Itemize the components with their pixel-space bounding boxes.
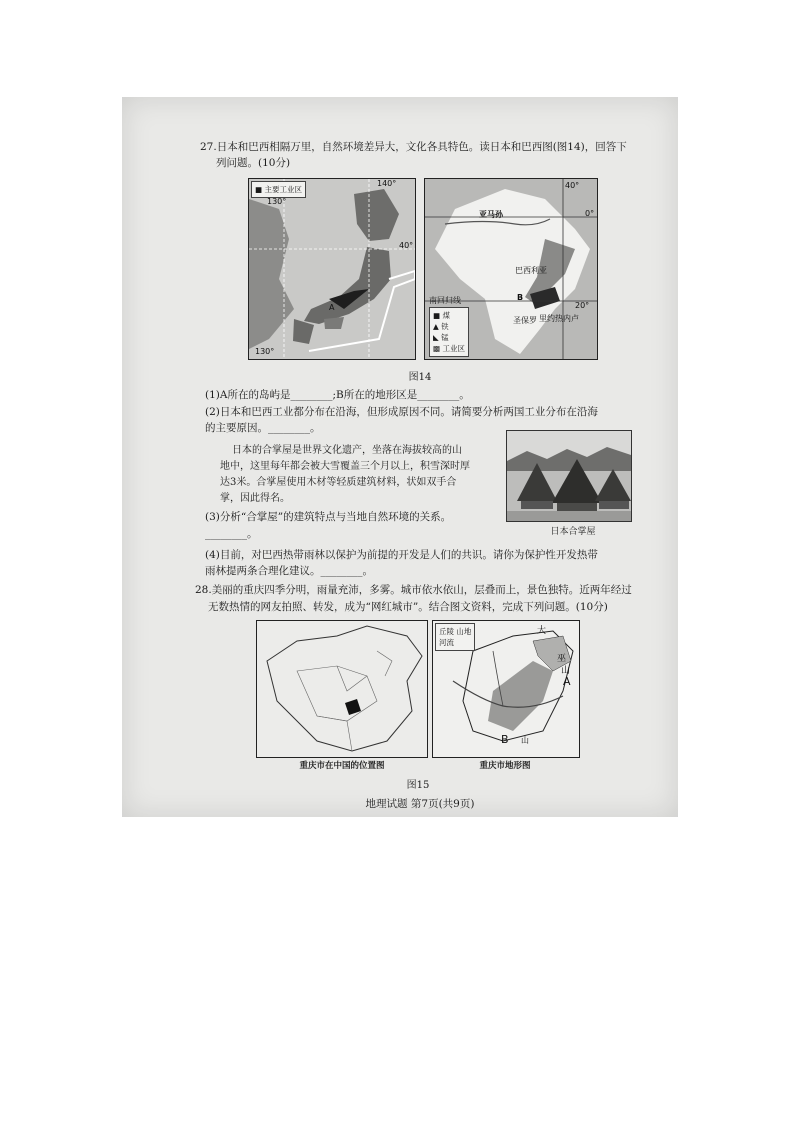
- q28-intro-line2: 无数热情的网友拍照、转发，成为“网红城市”。结合图文资料，完成下列问题。(10分): [208, 601, 608, 613]
- q27-intro-line1: 27.日本和巴西相隔万里，自然环境差异大，文化各具特色。读日本和巴西图(图14)，回答下: [200, 141, 627, 153]
- brazil-lat-0: 0°: [585, 209, 595, 218]
- chongqing-terrain-map: [432, 620, 580, 758]
- brazil-brasilia-label: 巴西利亚: [515, 266, 547, 275]
- q27-intro-line2: 列问题。(10分): [216, 157, 291, 169]
- terrain-label-shan-b: 山: [521, 736, 529, 745]
- japan-legend-label: 主要工业区: [264, 185, 302, 194]
- photo-caption: 日本合掌屋: [550, 527, 596, 537]
- legend-hills: 丘陵: [439, 627, 454, 636]
- brazil-map-legend: [429, 307, 469, 357]
- passage-line3: 达3米。合掌屋使用木材等轻质建筑材料，状如双手合: [220, 477, 457, 488]
- japan-map-legend: ■ 主要工业区: [251, 181, 306, 198]
- brazil-point-b: B: [517, 293, 524, 302]
- q27-sub4-line2: 雨林提两条合理化建议。________。: [205, 565, 373, 577]
- terrain-label-da: 大: [537, 626, 547, 636]
- brazil-lon-40: 40°: [565, 181, 580, 190]
- figure15-caption: 图15: [406, 780, 430, 791]
- legend-manganese: ◣ 锰: [433, 333, 449, 342]
- terrain-point-b: B: [501, 733, 509, 746]
- japan-lon-label-140: 140°: [377, 179, 397, 188]
- legend-iron: ▲ 铁: [433, 322, 449, 331]
- brazil-amazon-label: 亚马孙: [479, 210, 503, 219]
- hilly-region: [488, 661, 553, 731]
- china-position-drawing: [257, 621, 427, 757]
- q27-sub4-line1: (4)目前，对巴西热带雨林以保护为前提的开发是人们的共识。请你为保护性开发热带: [205, 549, 598, 561]
- terrain-legend: [435, 623, 475, 651]
- legend-river: 河流: [439, 638, 454, 647]
- china-map-caption: 重庆市在中国的位置图: [299, 761, 385, 771]
- figure14-caption: 图14: [408, 372, 432, 383]
- legend-mountains: 山地: [456, 627, 472, 636]
- brazil-saopaulo-label: 圣保罗: [513, 316, 537, 325]
- terrain-map-caption: 重庆市地形图: [479, 761, 531, 771]
- brazil-tropic-label: 南回归线: [429, 296, 461, 305]
- terrain-label-shan: 山: [561, 666, 571, 676]
- china-position-map: [256, 620, 428, 758]
- gassho-house-photo: [506, 430, 632, 522]
- q27-sub3-line2: ________。: [205, 528, 258, 540]
- page-footer: 地理试题 第7页(共9页): [365, 798, 475, 810]
- terrain-point-a: A: [563, 675, 571, 688]
- brazil-map: [424, 178, 598, 360]
- q27-sub3-line1: (3)分析“合掌屋”的建筑特点与当地自然环境的关系。: [205, 511, 452, 523]
- legend-industrial: ▩ 工业区: [433, 344, 465, 353]
- japan-lat-label-40: 40°: [399, 241, 414, 250]
- q28-intro-line1: 28.美丽的重庆四季分明，雨量充沛，多雾。城市依水依山，层叠而上，景色独特。近两年经过: [195, 584, 632, 596]
- japan-map-drawing: [249, 179, 415, 359]
- q27-sub1: (1)A所在的岛屿是________;B所在的地形区是________。: [205, 389, 470, 401]
- passage-line4: 掌，因此得名。: [220, 493, 290, 504]
- q27-sub2-line2: 的主要原因。________。: [205, 422, 321, 434]
- japan-map: [248, 178, 416, 360]
- q27-sub2-line1: (2)日本和巴西工业都分布在沿海，但形成原因不同。请简要分析两国工业分布在沿海: [205, 406, 598, 418]
- passage-line1: 日本的合掌屋是世界文化遗产，坐落在海拔较高的山: [232, 445, 462, 456]
- brazil-rio-label: 里约热内卢: [539, 314, 579, 323]
- passage-line2: 地中，这里每年都会被大雪覆盖三个月以上，积雪深时厚: [220, 461, 470, 472]
- legend-coal: ■ 煤: [433, 311, 450, 320]
- chongqing-highlight: [345, 699, 361, 715]
- japan-lon-label-bottom: 130°: [255, 347, 275, 356]
- shikoku-island: [324, 317, 344, 329]
- brazil-lat-20: 20°: [575, 301, 590, 310]
- japan-point-a: A: [329, 303, 335, 312]
- terrain-label-wu: 巫: [557, 654, 567, 664]
- gassho-house-drawing: [507, 431, 631, 521]
- japan-lon-label-top: 130°: [267, 197, 287, 206]
